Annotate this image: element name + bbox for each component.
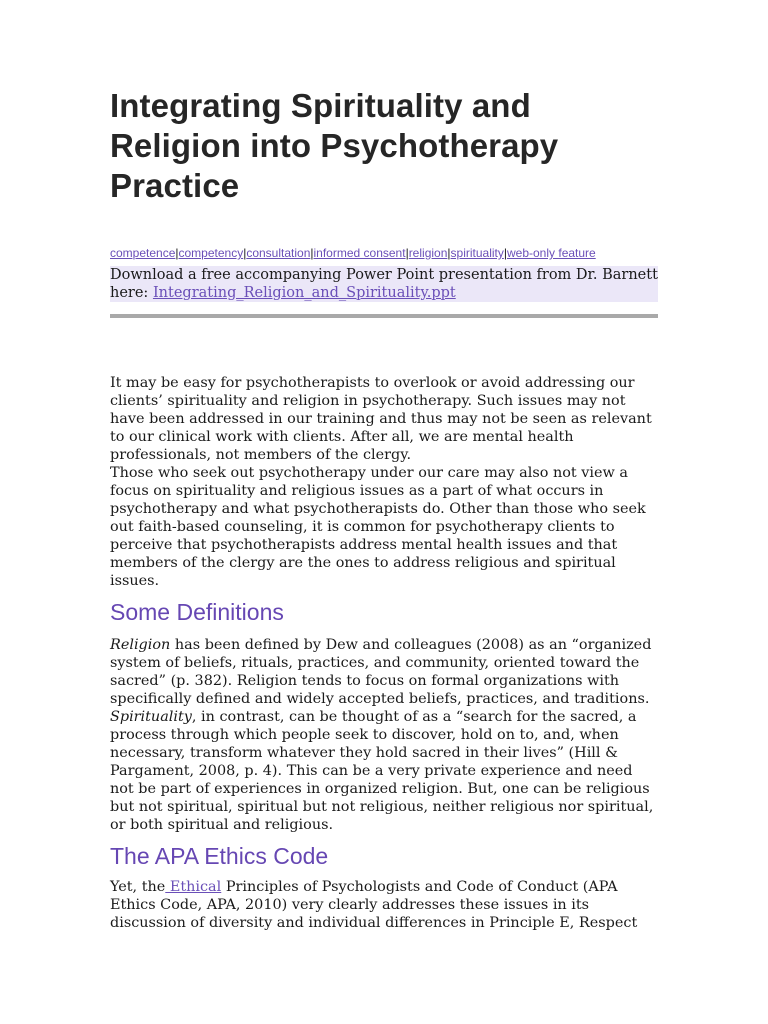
tag-separator: | [175,246,179,260]
spirituality-definition-text: , in contrast, can be thought of as a “search for the sacred, a process through which people seek to discover, hold on to, and, when necessary, transform whatever they hold sacred in their lives” (Hill & Pargament, 2008, p. 4). This can be a very private experience and need not be part of experiences in organized religion. But, one can be religious but not spiritual, spiritual but not religious, neither religious nor spiritual, or both spiritual and religious. [110,709,654,833]
ethics-paragraph [110,878,658,932]
intro-section [110,374,658,590]
ethics-text-after: Principles of Psychologists and Code of Conduct (APA Ethics Code, APA, 2010) very clearly addresses these issues in its discussion of diversity and individual differences in Principle E, Respect [110,879,638,931]
tag-link-consultation[interactable]: consultation [246,246,311,260]
ethical-link[interactable]: Ethical [165,879,222,895]
download-callout [110,266,658,302]
tag-separator: | [405,246,409,260]
tag-separator: | [503,246,507,260]
download-ppt-link[interactable]: Integrating_Religion_and_Spirituality.ppt [152,285,456,301]
download-text: Download a free accompanying Power Point presentation from Dr. Barnett here: [110,267,658,301]
tag-link-religion[interactable]: religion [408,246,448,260]
religion-term: Religion [110,637,171,653]
page-title: Integrating Spirituality and Religion into Psychotherapy Practice [110,87,559,204]
tag-list [110,245,670,261]
tag-link-competence[interactable]: competence [110,246,176,260]
tag-separator: | [310,246,314,260]
ethics-section [110,878,658,932]
section-divider [110,314,658,318]
ethics-text-before: Yet, the [110,879,166,895]
tag-separator: | [243,246,247,260]
section-heading-apa-ethics-code: The APA Ethics Code [110,843,329,869]
intro-paragraph: Those who seek out psychotherapy under our care may also not view a focus on spirituality and religious issues as a part of what occurs in psychotherapy and what psychotherapists do. Other than those who seek out faith-based counseling, it is common for psychotherapy clients to perceive that psychotherapists address mental health issues and that members of the clergy are the ones to address religious and spiritual issues. [110,465,646,589]
definitions-section [110,636,658,834]
section-heading-definitions: Some Definitions [110,599,284,625]
religion-definition [110,636,658,708]
tag-link-competency[interactable]: competency [178,246,244,260]
tag-link-informed-consent[interactable]: informed consent [313,246,406,260]
intro-paragraph: It may be easy for psychotherapists to overlook or avoid addressing our clients’ spirituality and religion in psychotherapy. Such issues may not have been addressed in our training and thus may not be seen as relevant to our clinical work with clients. After all, we are mental health professionals, not members of the clergy. [110,375,652,463]
tag-separator: | [447,246,451,260]
religion-definition-text: has been defined by Dew and colleagues (2008) as an “organized system of beliefs, rituals, practices, and community, oriented toward the sacred” (p. 382). Religion tends to focus on formal organizations with specifically defined and widely accepted beliefs, practices, and traditions. [110,637,652,707]
tag-link-spirituality[interactable]: spirituality [450,246,504,260]
tag-link-web-only-feature[interactable]: web-only feature [507,246,596,260]
spirituality-definition [110,708,658,834]
spirituality-term: Spirituality [110,709,192,725]
